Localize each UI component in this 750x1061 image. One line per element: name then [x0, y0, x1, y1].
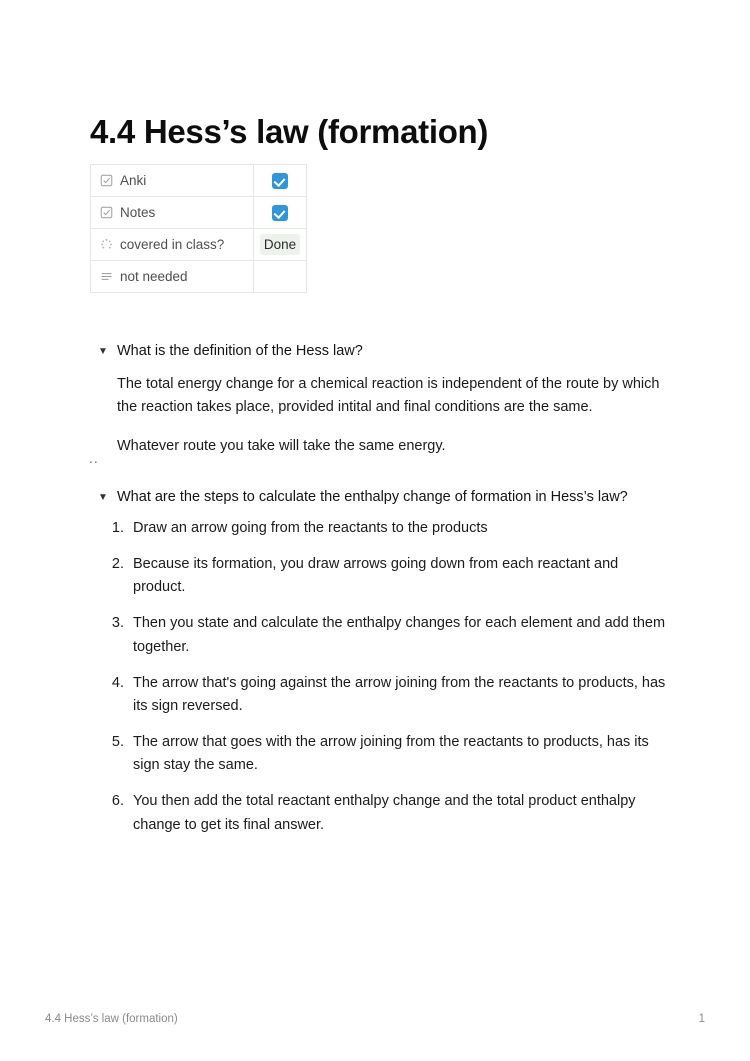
properties-table	[90, 164, 307, 293]
property-label-cell[interactable]	[91, 165, 254, 197]
property-label: Anki	[120, 173, 147, 188]
table-row[interactable]	[91, 261, 307, 293]
table-row[interactable]	[91, 229, 307, 261]
divider-marks: ..	[89, 450, 99, 466]
toggle-block-definition	[98, 341, 668, 458]
chevron-down-icon[interactable]: ▼	[98, 492, 108, 503]
toggle-question: What are the steps to calculate the enthalpy change of formation in Hess’s law?	[117, 489, 628, 505]
property-value-cell[interactable]	[254, 197, 307, 229]
list-item: 6. You then add the total reactant enthalpy change and the total product enthalpy change to get its final answer.	[128, 790, 668, 836]
property-label: not needed	[120, 269, 188, 284]
checkbox-checked-icon[interactable]	[272, 205, 288, 221]
property-label-cell[interactable]	[91, 229, 254, 261]
page-footer	[45, 1013, 705, 1025]
checkbox-checked-icon[interactable]	[272, 173, 288, 189]
paragraph: The total energy change for a chemical reaction is independent of the route by which the reaction takes place, provided intital and final conditions are the same.	[117, 375, 660, 416]
property-value-cell[interactable]	[254, 229, 307, 261]
toggle-block-steps	[98, 487, 668, 837]
list-item: 5. The arrow that goes with the arrow joining from the reactants to products, has its sign stay the same.	[128, 731, 668, 777]
property-label-cell[interactable]	[91, 197, 254, 229]
status-badge[interactable]: Done	[260, 234, 300, 256]
table-row[interactable]	[91, 197, 307, 229]
list-item: 2. Because its formation, you draw arrows going down from each reactant and product.	[128, 553, 668, 599]
property-value-cell[interactable]	[254, 261, 307, 293]
property-label: covered in class?	[120, 237, 225, 252]
text-lines-icon	[99, 270, 113, 284]
list-item: 1. Draw an arrow going from the reactants to the products	[128, 517, 668, 540]
property-value-cell[interactable]	[254, 165, 307, 197]
toggle-header[interactable]	[98, 341, 668, 363]
toggle-question: What is the definition of the Hess law?	[117, 343, 363, 359]
property-label: Notes	[120, 205, 156, 220]
footer-document-name: 4.4 Hess’s law (formation)	[45, 1013, 178, 1025]
chevron-down-icon[interactable]: ▼	[98, 346, 108, 357]
list-item: 3. Then you state and calculate the enthalpy changes for each element and add them together.	[128, 612, 668, 658]
footer-page-number: 1	[698, 1013, 705, 1025]
list-item: 4. The arrow that's going against the arrow joining from the reactants to products, has its sign reversed.	[128, 672, 668, 718]
page-title: 4.4 Hess’s law (formation)	[90, 113, 489, 151]
toggle-header[interactable]	[98, 487, 668, 509]
paragraph: Whatever route you take will take the same energy.	[117, 437, 446, 454]
toggle-content	[117, 373, 668, 458]
property-label-cell[interactable]	[91, 261, 254, 293]
loading-spinner-icon	[99, 238, 113, 252]
checkbox-square-icon	[99, 174, 113, 188]
table-row[interactable]	[91, 165, 307, 197]
steps-list	[98, 517, 668, 837]
checkbox-square-icon	[99, 206, 113, 220]
